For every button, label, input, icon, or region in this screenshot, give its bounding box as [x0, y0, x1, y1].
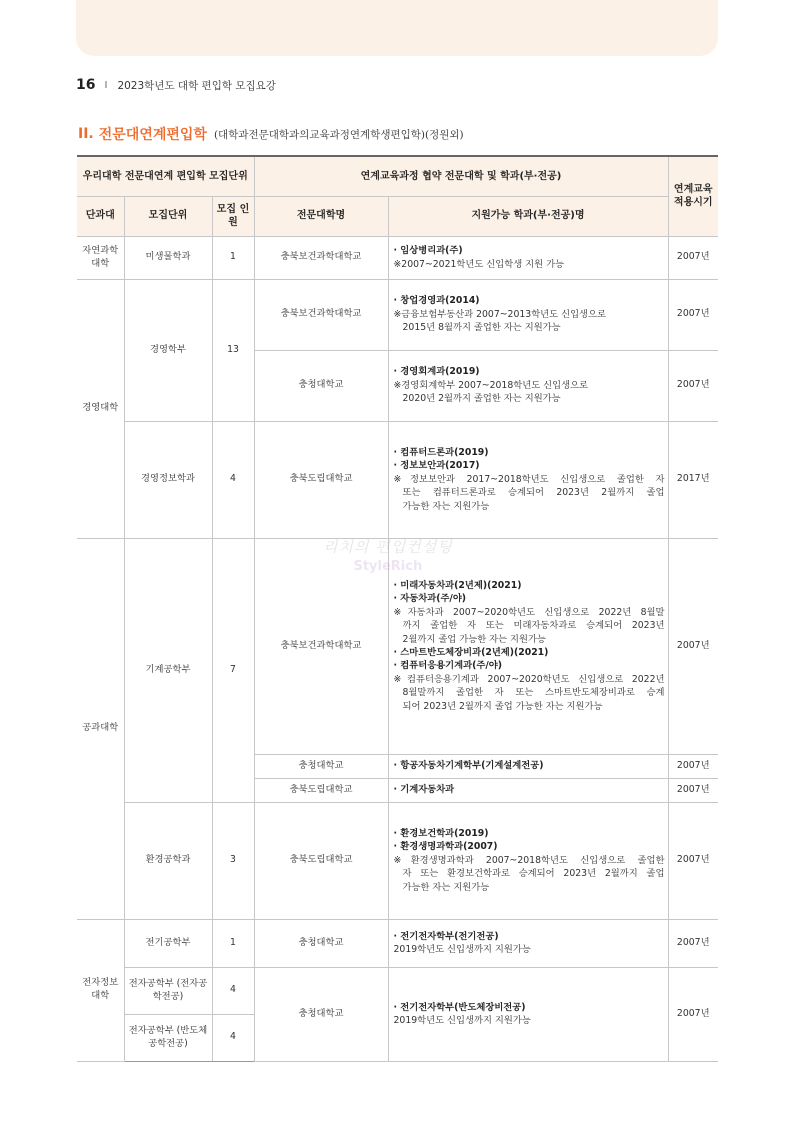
page-header [76, 77, 276, 93]
watermark-text: 리치의 편입컨설팅 [323, 538, 453, 556]
dept-cell [388, 802, 668, 919]
page-number: 16 [76, 77, 96, 93]
dept-line: 자 또는 환경보건학과로 승계되어 2023년 2월까지 졸업 [402, 868, 665, 880]
section-heading [78, 124, 464, 144]
header-college: 단과대 [77, 196, 124, 236]
dept-line: · 기계자동차과 [393, 784, 455, 796]
dept-cell [388, 236, 668, 279]
section-number: II. [78, 126, 94, 142]
unit-cell: 경영정보학과 [124, 421, 212, 538]
dept-line: · 임상병리과(주) [393, 245, 463, 257]
quota-cell: 13 [212, 279, 254, 421]
school-cell: 충북도립대학교 [254, 421, 388, 538]
school-cell: 충북보건과학대학교 [254, 236, 388, 279]
dept-line: · 환경생명과학과(2007) [393, 841, 498, 853]
unit-cell: 기계공학부 [124, 538, 212, 802]
table-row [77, 538, 718, 754]
dept-line: ※정보보안과 2017~2018학년도 신입생으로 졸업한 자 [393, 473, 665, 485]
unit-cell: 전자공학부 (전자공학전공) [124, 967, 212, 1014]
dept-line: 2020년 2월까지 졸업한 자는 지원가능 [402, 393, 561, 405]
college-cell: 자연과학 대학 [77, 236, 124, 279]
header-quota: 모집 인원 [212, 196, 254, 236]
period-cell: 2007년 [668, 967, 718, 1061]
school-cell: 충북도립대학교 [254, 802, 388, 919]
header-separator: I [104, 79, 108, 91]
dept-line: · 정보보안과(2017) [393, 460, 480, 472]
school-cell: 충북도립대학교 [254, 778, 388, 802]
dept-line: 2015년 8월까지 졸업한 자는 지원가능 [402, 322, 561, 334]
table-row [77, 421, 718, 538]
period-cell: 2017년 [668, 421, 718, 538]
header-school: 전문대학명 [254, 196, 388, 236]
period-cell: 2007년 [668, 279, 718, 350]
dept-line: 가능한 자는 지원가능 [402, 881, 490, 893]
dept-cell [388, 350, 668, 421]
dept-line: 가능한 자는 지원가능 [402, 500, 490, 512]
school-cell: 충북보건과학대학교 [254, 538, 388, 754]
dept-cell [388, 421, 668, 538]
dept-line: ※자동차과 2007~2020학년도 신입생으로 2022년 8월말 [393, 606, 665, 618]
table-row [77, 279, 718, 350]
quota-cell: 4 [212, 1014, 254, 1061]
period-cell: 2007년 [668, 778, 718, 802]
group-header-partner: 연계교육과정 협약 전문대학 및 학과(부·전공) [254, 156, 668, 196]
dept-cell [388, 279, 668, 350]
dept-line: 또는 컴퓨터드론과로 승계되어 2023년 2월까지 졸업 [402, 487, 665, 499]
dept-line: 되어 2023년 2월까지 졸업 가능한 자는 지원가능 [402, 700, 603, 712]
college-cell: 전자정보 대학 [77, 919, 124, 1061]
dept-line: 까지 졸업한 자 또는 미래자동차과로 승계되어 2023년 [402, 620, 665, 632]
dept-line: · 자동차과(주/야) [393, 593, 467, 605]
top-banner [76, 0, 718, 56]
dept-line: ※환경생명과학과 2007~2018학년도 신입생으로 졸업한 [393, 854, 665, 866]
header-title: 2023학년도 대학 편입학 모집요강 [117, 79, 276, 92]
dept-line: · 환경보건학과(2019) [393, 827, 489, 839]
period-cell: 2007년 [668, 802, 718, 919]
unit-cell: 미생물학과 [124, 236, 212, 279]
school-cell: 충청대학교 [254, 919, 388, 967]
dept-line: ※금융보험부동산과 2007~2013학년도 신입생으로 [393, 308, 607, 320]
dept-line: · 전기전자학부(전기전공) [393, 930, 499, 942]
dept-cell [388, 754, 668, 778]
header-period: 연계교육 적용시기 [668, 156, 718, 236]
period-cell: 2007년 [668, 236, 718, 279]
dept-line: 2019학년도 신입생까지 지원가능 [393, 944, 531, 955]
quota-cell: 3 [212, 802, 254, 919]
section-title: 전문대연계편입학 [98, 127, 207, 143]
dept-cell [388, 538, 668, 754]
dept-line: 8월말까지 졸업한 자 또는 스마트반도체장비과로 승계 [402, 687, 665, 699]
quota-cell: 4 [212, 967, 254, 1014]
dept-line: · 스마트반도체장비과(2년제)(2021) [393, 647, 549, 658]
school-cell: 충청대학교 [254, 967, 388, 1061]
dept-line: · 컴퓨터드론과(2019) [393, 446, 489, 458]
college-cell: 공과대학 [77, 538, 124, 919]
quota-cell: 7 [212, 538, 254, 802]
dept-line: · 창업경영과(2014) [393, 295, 480, 307]
dept-line: · 컴퓨터응용기계과(주/야) [393, 660, 502, 672]
period-cell: 2007년 [668, 919, 718, 967]
dept-line: · 전기전자학부(반도체장비전공) [393, 1001, 526, 1013]
unit-cell: 경영학부 [124, 279, 212, 421]
unit-cell: 전자공학부 (반도체공학전공) [124, 1014, 212, 1061]
table-row [77, 967, 718, 1014]
watermark-brand: StyleRich [353, 559, 423, 574]
period-cell: 2007년 [668, 350, 718, 421]
dept-cell [388, 778, 668, 802]
dept-line: 2019학년도 신입생까지 지원가능 [393, 1015, 531, 1026]
dept-line: · 미래자동차과(2년제)(2021) [393, 579, 522, 591]
school-cell: 충청대학교 [254, 350, 388, 421]
school-cell: 충청대학교 [254, 754, 388, 778]
quota-cell: 1 [212, 919, 254, 967]
table-row [77, 236, 718, 279]
school-cell: 충북보건과학대학교 [254, 279, 388, 350]
dept-line: ※2007~2021학년도 신입학생 지원 가능 [393, 258, 565, 270]
period-cell: 2007년 [668, 754, 718, 778]
admission-table [77, 155, 718, 1062]
dept-line: ※경영회계학부 2007~2018학년도 신입생으로 [393, 379, 589, 391]
college-cell: 경영대학 [77, 279, 124, 538]
dept-line: 2월까지 졸업 가능한 자는 지원가능 [402, 633, 546, 645]
group-header-unit: 우리대학 전문대연계 편입학 모집단위 [77, 156, 254, 196]
table-row [77, 802, 718, 919]
header-unit: 모집단위 [124, 196, 212, 236]
dept-cell [388, 919, 668, 967]
dept-line: · 경영회계과(2019) [393, 366, 480, 378]
table-row [77, 919, 718, 967]
unit-cell: 환경공학과 [124, 802, 212, 919]
quota-cell: 1 [212, 236, 254, 279]
dept-cell [388, 967, 668, 1061]
period-cell: 2007년 [668, 538, 718, 754]
unit-cell: 전기공학부 [124, 919, 212, 967]
header-dept: 지원가능 학과(부·전공)명 [388, 196, 668, 236]
dept-line: · 항공자동차기계학부(기계설계전공) [393, 760, 544, 772]
section-subtitle: (대학과전문대학과의교육과정연계학생편입학)(정원외) [213, 128, 464, 141]
quota-cell: 4 [212, 421, 254, 538]
dept-line: ※컴퓨터응용기계과 2007~2020학년도 신입생으로 2022년 [393, 673, 665, 685]
